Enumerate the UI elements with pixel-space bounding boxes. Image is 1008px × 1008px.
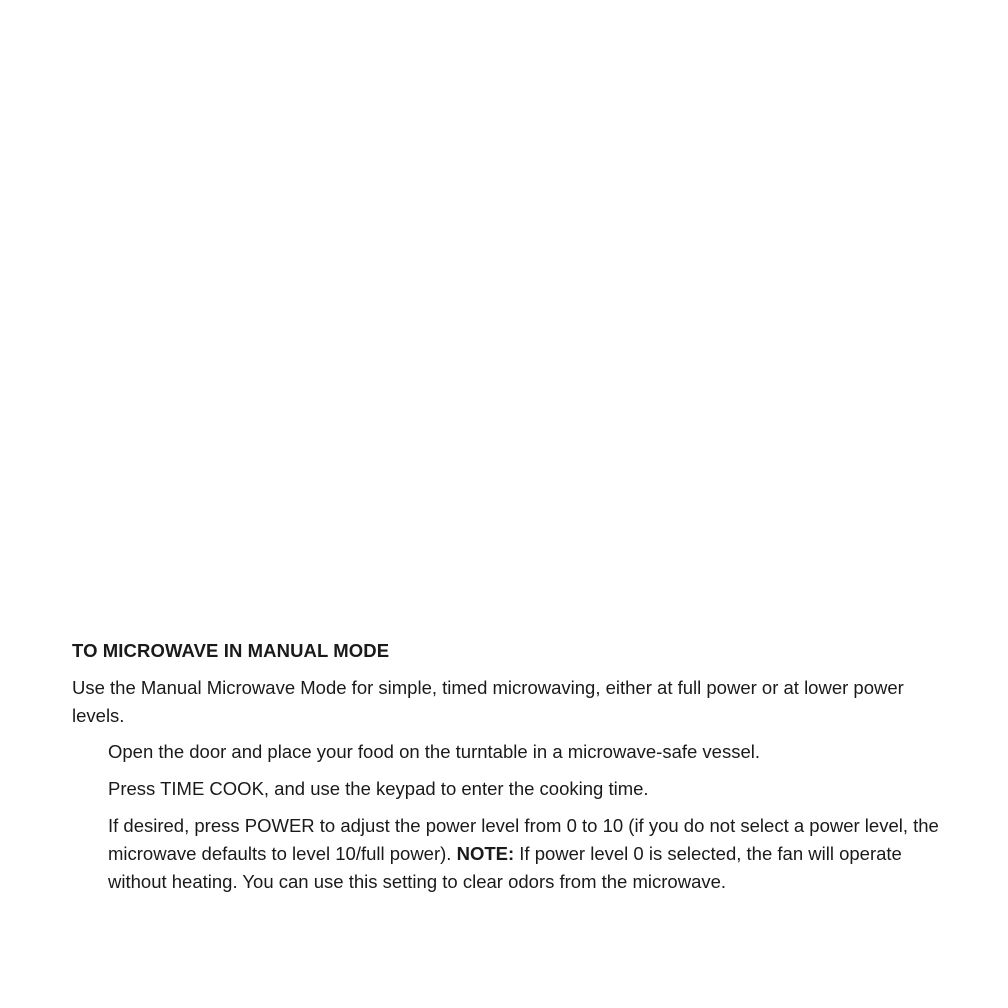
section-heading: TO MICROWAVE IN MANUAL MODE (72, 640, 390, 661)
step-text: Press TIME COOK, and use the keypad to enter the cooking time. (108, 778, 649, 799)
note-label: NOTE: (456, 843, 515, 864)
steps-list (72, 738, 952, 896)
manual-mode-section (72, 638, 952, 905)
step-item (108, 775, 952, 803)
step-text: If desired, press POWER to adjust the power level from 0 to 10 (if you do not select a power level, the microwave defaults to level 10/full power). (108, 815, 939, 864)
step-item (108, 812, 952, 896)
step-item (108, 738, 952, 766)
step-text: Open the door and place your food on the turntable in a microwave-safe vessel. (108, 741, 760, 762)
note-text: If power level 0 is selected, the fan will operate without heating. You can use this setting to clear odors from the microwave. (108, 843, 902, 892)
intro-paragraph: Use the Manual Microwave Mode for simple, timed microwaving, either at full power or at lower power levels. (72, 677, 904, 726)
